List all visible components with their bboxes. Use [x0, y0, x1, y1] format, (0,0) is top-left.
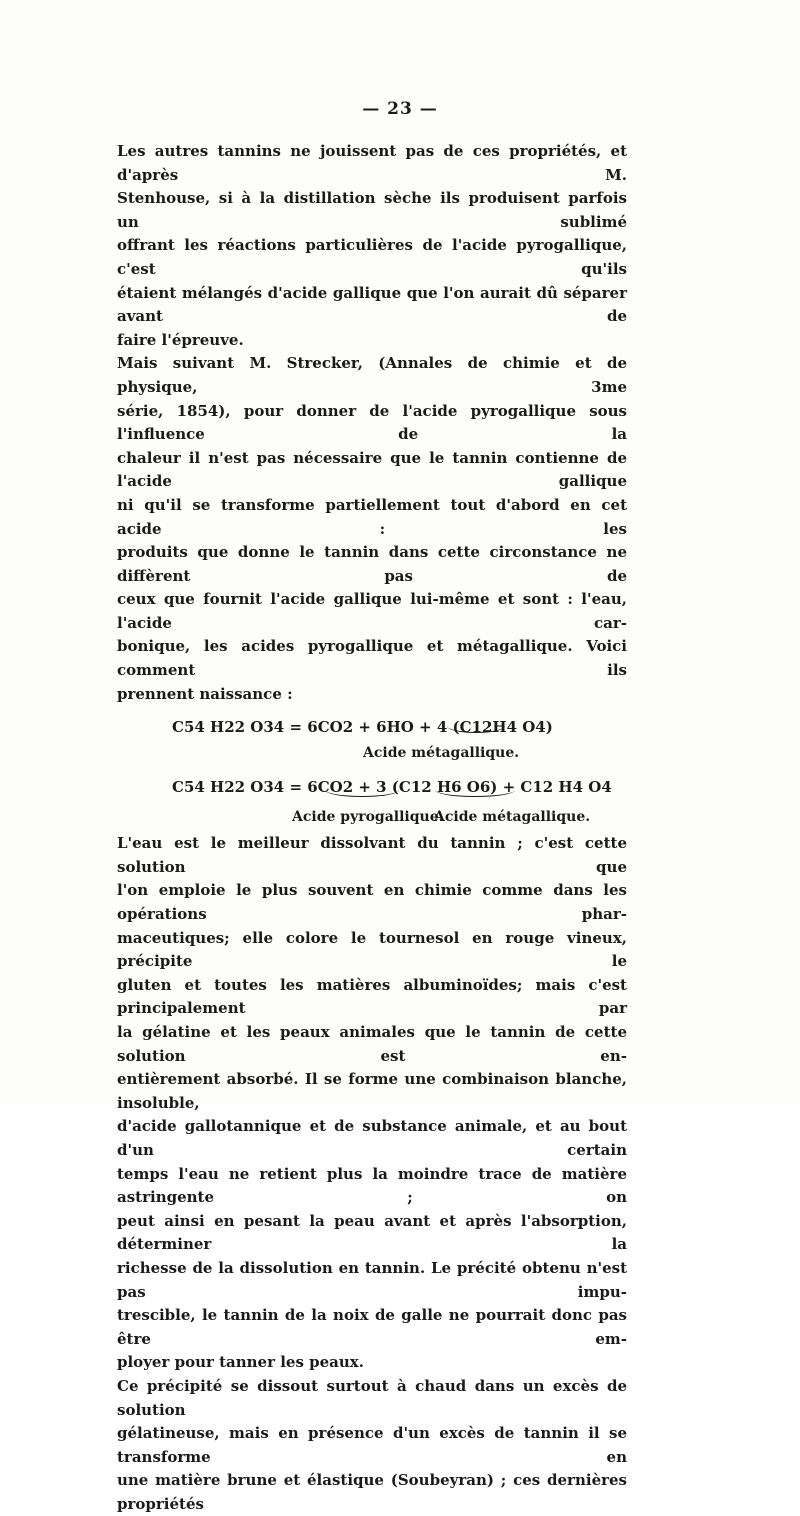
text-line: offrant les réactions particulières de l'acide pyrogallique, c'est qu'ils	[117, 236, 627, 278]
equation-1-caption: Acide métagallique.	[363, 745, 520, 762]
paragraph-4	[117, 1375, 627, 1516]
text-line: trescible, le tannin de la noix de galle ne pourrait donc pas être em-	[117, 1306, 627, 1348]
body-text	[117, 140, 627, 1516]
formula-block	[117, 706, 627, 832]
text-line: Ce précipité se dissout surtout à chaud dans un excès de solution	[117, 1376, 627, 1419]
text-line: gluten et toutes les matières albuminoïdes; mais c'est principalement par	[117, 975, 627, 1018]
text-line: gélatineuse, mais en présence d'un excès de tannin il se transforme en	[117, 1424, 627, 1466]
text-line: Stenhouse, si à la distillation sèche ils produisent parfois un sublimé	[117, 189, 627, 231]
text-line: bonique, les acides pyrogallique et métagallique. Voici comment ils	[117, 637, 627, 680]
equation-2-caption-b: Acide métagallique.	[434, 809, 591, 826]
text-line: faire l'épreuve.	[117, 330, 244, 349]
equation-1: C54 H22 O34 = 6CO2 + 6HO + 4 (C12H4 O4)	[172, 718, 553, 737]
equation-2-caption-a: Acide pyrogallique.	[292, 809, 444, 826]
text-line: temps l'eau ne retient plus la moindre trace de matière astringente ; on	[117, 1164, 627, 1207]
text-line: maceutiques; elle colore le tournesol en rouge vineux, précipite le	[117, 928, 627, 971]
text-line: entièrement absorbé. Il se forme une combinaison blanche, insoluble,	[117, 1070, 627, 1112]
text-line: richesse de la dissolution en tannin. Le précité obtenu n'est pas impu-	[117, 1258, 627, 1301]
text-line: Les autres tannins ne jouissent pas de ces propriétés, et d'après M.	[117, 142, 627, 184]
paragraph-3	[117, 832, 627, 1375]
text-line: série, 1854), pour donner de l'acide pyrogallique sous l'influence de la	[117, 401, 627, 444]
text-line: d'acide gallotannique et de substance animale, et au bout d'un certain	[117, 1117, 627, 1159]
paragraph-2	[117, 352, 627, 706]
text-line: une matière brune et élastique (Soubeyran) ; ces dernières propriétés	[117, 1471, 627, 1513]
page-number: — 23 —	[362, 99, 438, 119]
text-line: ceux que fournit l'acide gallique lui-même et sont : l'eau, l'acide car-	[117, 590, 627, 632]
paragraph-1	[117, 140, 627, 352]
text-line: l'on emploie le plus souvent en chimie comme dans les opérations phar-	[117, 881, 627, 924]
text-line: chaleur il n'est pas nécessaire que le tannin contienne de l'acide gallique	[117, 448, 627, 491]
text-line: produits que donne le tannin dans cette circonstance ne diffèrent pas de	[117, 543, 627, 585]
text-line: L'eau est le meilleur dissolvant du tannin ; c'est cette solution que	[117, 834, 627, 876]
text-line: la gélatine et les peaux animales que le tannin de cette solution est en-	[117, 1023, 627, 1065]
text-line: Mais suivant M. Strecker, (Annales de chimie et de physique, 3me	[117, 354, 627, 396]
text-line: peut ainsi en pesant la peau avant et après l'absorption, déterminer la	[117, 1211, 627, 1254]
text-line: prennent naissance :	[117, 684, 293, 703]
text-line: ni qu'il se transforme partiellement tout d'abord en cet acide : les	[117, 495, 627, 538]
text-line: ployer pour tanner les peaux.	[117, 1353, 364, 1372]
text-line: étaient mélangés d'acide gallique que l'on aurait dû séparer avant de	[117, 283, 627, 326]
equation-2: C54 H22 O34 = 6CO2 + 3 (C12 H6 O6) + C12 H4 O4	[172, 778, 612, 797]
